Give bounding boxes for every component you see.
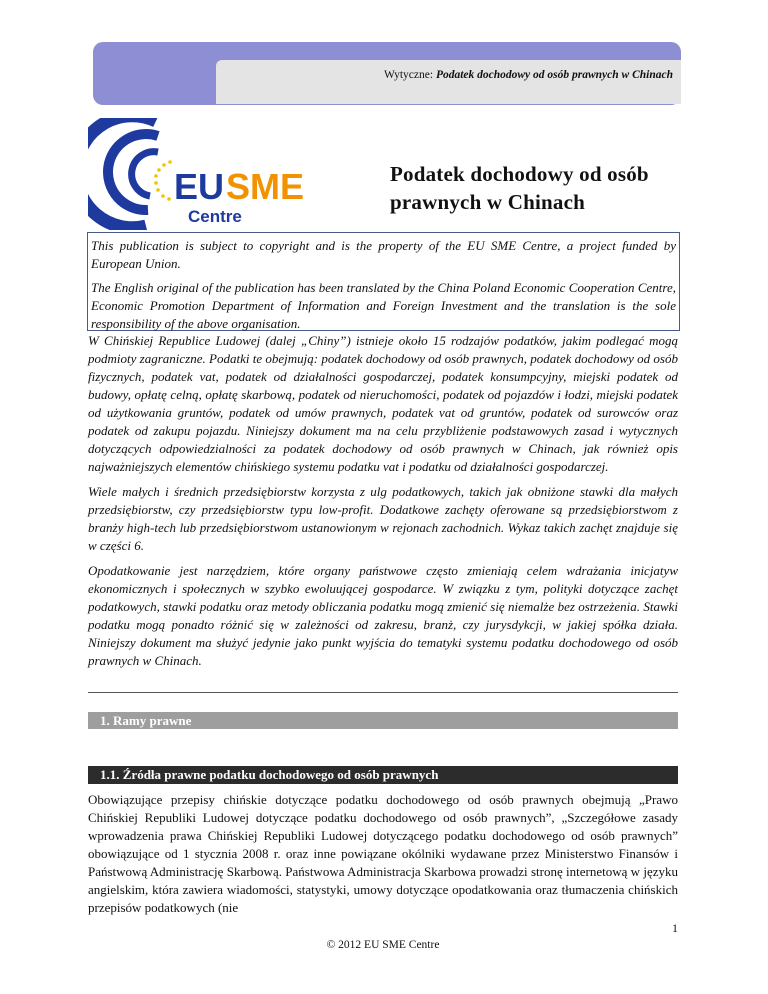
notice-paragraph: This publication is subject to copyright and is the property of the EU SME Centre, a project funded by European Union.	[91, 238, 676, 271]
logo-eu-text: EU	[174, 166, 225, 207]
logo-sme-text: SME	[226, 166, 305, 207]
page-number: 1	[672, 921, 678, 935]
intro-paragraph: Wiele małych i średnich przedsiębiorstw korzysta z ulg podatkowych, takich jak obniżone stawki dla małych przedsiębiorstw, czy przedsiębiorstw typu low-profit. Dodatkowe zachęty oferowane są przedsiębiorstwom z branży high-tech lub przedsiębiorstwom ustanowionym w rejonach zachodnich. Wykaz takich zachęt znajduje się w części 6.	[88, 484, 678, 553]
document-title-line-1: Podatek dochodowy od osób	[390, 162, 649, 186]
running-header	[216, 68, 673, 82]
body-paragraph: Obowiązujące przepisy chińskie dotyczące podatku dochodowego od osób prawnych obejmują „Prawo Chińskiej Republiki Ludowej dotyczące podatku dochodowego od osób prawnych”, „Szczegółowe zasady wprowadzenia prawa Chińskiej Republiki Ludowej dotyczącego podatku dochodowego od osób prawnych” obowiązujące od 1 stycznia 2008 r. oraz inne powiązane okólniki wydawane przez Ministerstwo Finansów i Państwową Administrację Skarbową. Państwowa Administracja Skarbowa prowadzi stronę internetową w języku angielskim, która zawiera wiadomości, statystyki, umowy dotyczące opodatkowania oraz tłumaczenia chińskich przepisów podatkowych (nie	[88, 792, 678, 915]
footer-copyright: © 2012 EU SME Centre	[326, 939, 440, 951]
logo-centre-text: Centre	[188, 207, 242, 226]
divider	[88, 692, 678, 693]
section-heading-1: 1. Ramy prawne	[88, 712, 678, 729]
header-document-title: Podatek dochodowy od osób prawnych w Chinach	[435, 69, 673, 81]
introduction	[88, 332, 678, 677]
eu-sme-centre-logo	[88, 118, 338, 230]
document-title	[390, 160, 710, 216]
document-title-line-2: prawnych w Chinach	[390, 190, 585, 214]
intro-paragraph: Opodatkowanie jest narzędziem, które organy państwowe często zmieniają celem wdrażania inicjatyw ekonomicznych i społecznych w szybko ewoluującej gospodarce. W związku z tym, polityki dotyczące zachęt podatkowych, stawki podatku oraz metody obliczania podatku mogą zmienić się niemalże bez ostrzeżenia. Stawki podatku mogą ponadto różnić się w zależności od zakresu, branż, czy jurysdykcji, w jakiej spółka działa. Niniejszy dokument ma służyć jedynie jako punkt wyjścia do tematyki systemu podatku dochodowego od osób prawnych w Chinach.	[88, 563, 678, 668]
section-body	[88, 791, 678, 917]
section-heading-1-1: 1.1. Źródła prawne podatku dochodowego od osób prawnych	[88, 766, 678, 784]
intro-paragraph: W Chińskiej Republice Ludowej (dalej „Chiny”) istnieje około 15 rodzajów podatków, jakim podlegać mogą podmioty zagraniczne. Podatki te obejmują: podatek dochodowy od osób prawnych, podatek dochodowy od osób fizycznych, podatek vat, podatek od działalności gospodarczej, podatek konsumpcyjny, miejski podatek od budowy, opłatę celną, opłatę skarbową, podatek od nieruchomości, podatek od pojazdów i łodzi, miejski podatek od użytkowania gruntów, podatek od umów prawnych, podatek vat od gruntów, podatek od surowców oraz podatek od zakupu pojazdu. Niniejszy dokument ma na celu przybliżenie podstawowych zasad i wytycznych dotyczących odpowiedzialności za podatek dochodowy od osób prawnych w Chinach, jak również opis najważniejszych elementów chińskiego systemu podatku vat i podatku od działalności gospodarczej.	[88, 333, 678, 474]
copyright-notice	[87, 232, 680, 331]
notice-paragraph: The English original of the publication has been translated by the China Poland Economic Cooperation Centre, Economic Promotion Department of Information and Foreign Investment and the translation is the sole responsibility of the above organisation.	[91, 280, 676, 331]
header-prefix: Wytyczne:	[383, 69, 436, 81]
header-title-box	[216, 60, 681, 104]
